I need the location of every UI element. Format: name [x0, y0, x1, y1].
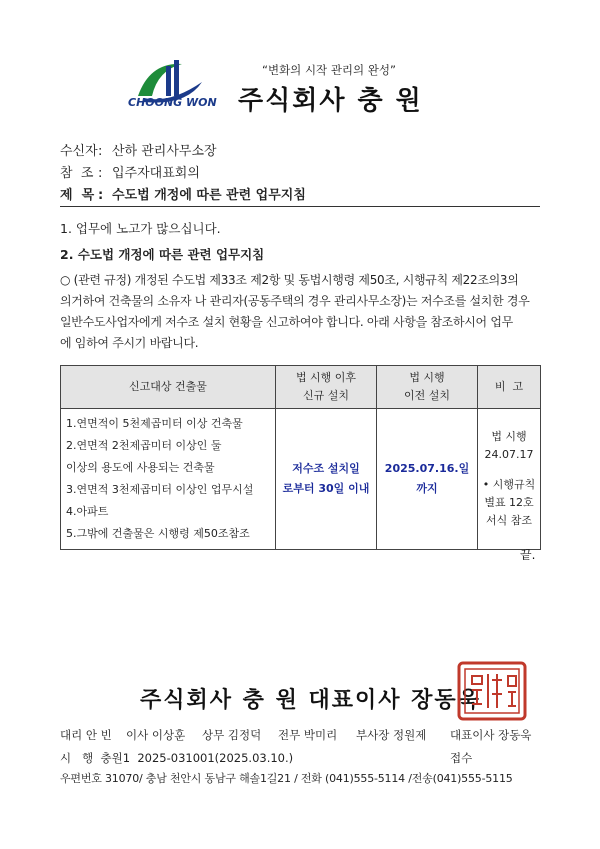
subject-row: 제 목 : 수도법 개정에 따른 관련 업무지침	[60, 184, 306, 203]
subject-key: 제 목	[60, 188, 95, 203]
deadline-text: 로부터 30일 이내	[282, 482, 370, 495]
deadline-text: 저수조 설치일	[292, 462, 360, 475]
list-item: 5.그밖에 건출물은 시행령 제50조참조	[66, 527, 250, 540]
prior-install-deadline	[377, 409, 478, 550]
approver: 전무 박미리	[278, 728, 338, 742]
remark-text: 별표 12호	[484, 496, 534, 509]
header-target: 신고대상 건출물	[61, 366, 276, 409]
logo-text: CHOONG WON	[128, 96, 217, 109]
reference-row: 참 조 : 입주자대표회의	[60, 162, 200, 181]
approver: 상무 김정덕	[202, 728, 262, 742]
approver: 대리 안 빈	[60, 728, 112, 742]
list-item: 이상의 용도에 사용되는 건축물	[66, 461, 215, 474]
paragraph-line: 일반수도사업자에게 저수조 설치 현황을 신고하여야 합니다. 아래 사항을 참조하시어 업무	[60, 315, 513, 329]
reception-label: 접수	[450, 751, 473, 765]
paragraph-line: 에 임하여 주시기 바랍니다.	[60, 336, 199, 350]
table-row	[61, 409, 541, 550]
subject-value: 수도법 개정에 따른 관련 업무지침	[112, 188, 306, 203]
remark-text: • 시행규칙	[482, 478, 536, 491]
header-prior-install	[377, 366, 478, 409]
remark-text: 24.07.17	[484, 448, 534, 461]
reference-value: 입주자대표회의	[112, 166, 200, 181]
table-header-row	[61, 366, 541, 409]
approver: 대표이사 장동욱	[450, 728, 532, 742]
header-text: 법 시행 이후	[295, 371, 357, 384]
company-title: 주식회사 충 원	[238, 86, 423, 116]
remark-text: 서식 참조	[485, 514, 532, 527]
slogan: “변화의 시작 관리의 완성”	[262, 63, 396, 77]
header-text: 법 시행	[409, 371, 445, 384]
body-item-1: 1. 업무에 노고가 많으십니다.	[60, 221, 221, 236]
enforcement-number: 시 행 충원1 2025-031001(2025.03.10.)	[60, 751, 294, 765]
recipient-value: 산하 관리사무소장	[112, 144, 217, 159]
ceo-signature-line: 주식회사 충 원 대표이사 장동욱	[140, 688, 481, 713]
list-item: 2.연면적 2천제곱미터 이상인 둘	[66, 439, 222, 452]
list-item: 3.연면적 3천제곱미터 이상인 업무시설	[66, 483, 254, 496]
body-paragraph	[60, 270, 540, 354]
recipient-key: 수신자	[60, 144, 98, 159]
end-mark: 끝.	[520, 548, 536, 562]
header-text: 신규 설치	[302, 389, 349, 402]
deadline-text: 2025.07.16.일	[384, 462, 470, 475]
remark-text: 법 시행	[491, 430, 527, 443]
new-install-deadline	[276, 409, 377, 550]
deadline-text: 까지	[416, 482, 438, 495]
header-note: 비 고	[478, 366, 541, 409]
body-item-2: 2. 수도법 개정에 따른 관련 업무지침	[60, 247, 265, 262]
header-new-install	[276, 366, 377, 409]
paragraph-line: 의거하여 건축물의 소유자 나 관리자(공동주택의 경우 관리사무소장)는 저수조를 설치한 경우	[60, 294, 530, 308]
target-list	[61, 409, 276, 550]
notice-table	[60, 365, 541, 550]
list-item: 1.연면적이 5천제곱미터 이상 건축물	[66, 417, 243, 430]
remarks	[478, 409, 541, 550]
reference-key: 참 조	[60, 166, 94, 181]
approver: 이사 이상훈	[126, 728, 186, 742]
header-text: 이전 설치	[403, 389, 450, 402]
divider	[60, 206, 540, 207]
recipient-row: 수신자: 산하 관리사무소장	[60, 140, 217, 159]
list-item: 4.아파트	[66, 505, 109, 518]
paragraph-line: ○ (관련 규정) 개정된 수도법 제33조 제2항 및 동법시행령 제50조, 시행규칙 제22조의3의	[60, 273, 519, 287]
company-seal	[456, 660, 528, 722]
approver: 부사장 정원제	[356, 728, 427, 742]
address-row: 우편번호 31070/ 충남 천안시 동남구 해솔1길21 / 전화 (041)555-5114 /전송(041)555-5115	[60, 772, 513, 785]
